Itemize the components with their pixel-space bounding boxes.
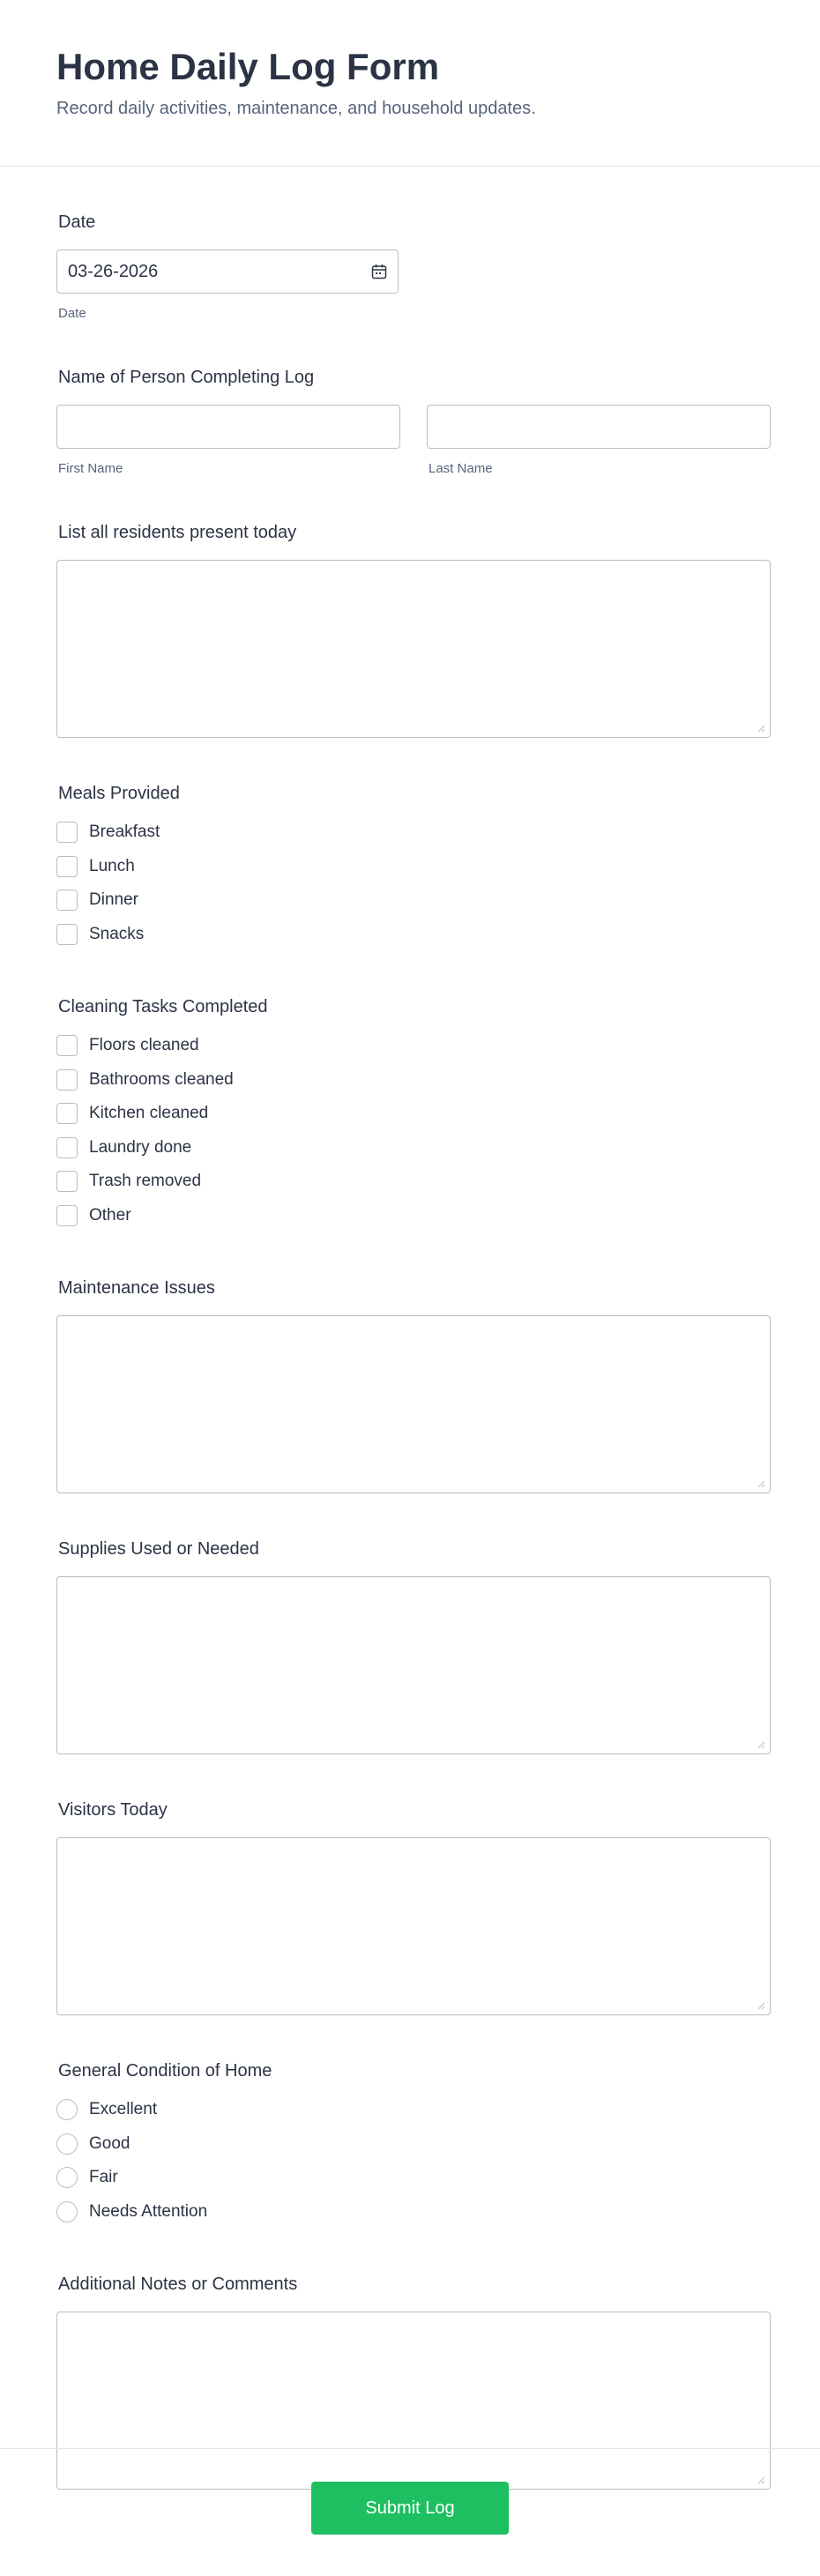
submit-button[interactable]: Submit Log <box>311 2482 509 2535</box>
condition-field <box>56 2059 771 2229</box>
residents-textarea-wrap <box>56 560 771 738</box>
visitors-textarea-wrap <box>56 1837 771 2015</box>
meals-options <box>56 815 771 951</box>
radio-button[interactable] <box>56 2133 78 2155</box>
checkbox[interactable] <box>56 1069 78 1091</box>
last-name-sublabel: Last Name <box>429 461 493 476</box>
date-value: 03-26-2026 <box>68 261 159 281</box>
resize-grip-icon[interactable] <box>757 1740 765 1749</box>
notes-label: Additional Notes or Comments <box>58 2274 298 2294</box>
condition-label: General Condition of Home <box>58 2061 272 2081</box>
checkbox[interactable] <box>56 1035 78 1056</box>
meals-label: Meals Provided <box>58 784 180 803</box>
visitors-label: Visitors Today <box>58 1800 168 1820</box>
resize-grip-icon[interactable] <box>757 724 765 733</box>
option-label: Floors cleaned <box>89 1036 199 1055</box>
visitors-textarea[interactable] <box>56 1837 771 2015</box>
form-body <box>0 211 820 2490</box>
condition-option-needs-attention[interactable] <box>56 2195 771 2230</box>
supplies-field <box>56 1537 771 1754</box>
page-title: Home Daily Log Form <box>56 46 440 87</box>
option-label: Snacks <box>89 924 145 943</box>
condition-option-fair[interactable] <box>56 2161 771 2195</box>
meal-option-lunch[interactable] <box>56 850 771 884</box>
last-name-input[interactable] <box>427 405 771 449</box>
date-input[interactable] <box>56 249 399 294</box>
condition-option-good[interactable] <box>56 2127 771 2162</box>
cleaning-option-floors[interactable] <box>56 1029 771 1063</box>
first-name-input[interactable] <box>56 405 400 449</box>
cleaning-option-kitchen[interactable] <box>56 1097 771 1131</box>
first-name-group <box>56 405 400 477</box>
option-label: Trash removed <box>89 1172 202 1191</box>
checkbox[interactable] <box>56 890 78 911</box>
page-subtitle: Record daily activities, maintenance, and household updates. <box>56 99 536 118</box>
supplies-textarea[interactable] <box>56 1576 771 1754</box>
option-label: Kitchen cleaned <box>89 1104 209 1123</box>
name-field <box>56 366 771 477</box>
date-sublabel: Date <box>58 306 86 321</box>
option-label: Excellent <box>89 2100 158 2119</box>
resize-grip-icon[interactable] <box>757 1479 765 1488</box>
name-label: Name of Person Completing Log <box>58 368 315 387</box>
cleaning-option-trash[interactable] <box>56 1165 771 1199</box>
radio-button[interactable] <box>56 2201 78 2222</box>
radio-button[interactable] <box>56 2167 78 2188</box>
calendar-icon[interactable] <box>371 264 387 279</box>
cleaning-option-laundry[interactable] <box>56 1131 771 1165</box>
checkbox[interactable] <box>56 1137 78 1158</box>
option-label: Laundry done <box>89 1137 192 1157</box>
date-field <box>56 211 771 322</box>
residents-label: List all residents present today <box>58 523 297 542</box>
first-name-sublabel: First Name <box>58 461 123 476</box>
residents-field <box>56 521 771 738</box>
maintenance-field <box>56 1277 771 1493</box>
option-label: Bathrooms cleaned <box>89 1069 234 1089</box>
cleaning-option-bathrooms[interactable] <box>56 1063 771 1098</box>
option-label: Dinner <box>89 890 138 910</box>
name-row <box>56 405 771 477</box>
visitors-field <box>56 1798 771 2015</box>
checkbox[interactable] <box>56 856 78 877</box>
condition-options <box>56 2093 771 2229</box>
option-label: Fair <box>89 2168 118 2187</box>
supplies-label: Supplies Used or Needed <box>58 1539 259 1559</box>
last-name-group <box>427 405 771 477</box>
radio-button[interactable] <box>56 2099 78 2120</box>
option-label: Lunch <box>89 856 135 875</box>
meals-field <box>56 782 771 951</box>
meal-option-dinner[interactable] <box>56 883 771 918</box>
checkbox[interactable] <box>56 924 78 945</box>
option-label: Other <box>89 1205 131 1225</box>
date-label: Date <box>58 212 96 232</box>
condition-option-excellent[interactable] <box>56 2093 771 2127</box>
meal-option-snacks[interactable] <box>56 918 771 952</box>
option-label: Needs Attention <box>89 2201 208 2221</box>
option-label: Breakfast <box>89 823 160 842</box>
form-header <box>0 0 820 167</box>
meal-option-breakfast[interactable] <box>56 815 771 850</box>
maintenance-label: Maintenance Issues <box>58 1278 215 1298</box>
cleaning-option-other[interactable] <box>56 1199 771 1233</box>
checkbox[interactable] <box>56 1205 78 1226</box>
checkbox[interactable] <box>56 822 78 843</box>
maintenance-textarea[interactable] <box>56 1315 771 1493</box>
maintenance-textarea-wrap <box>56 1315 771 1493</box>
form-footer <box>0 2448 820 2576</box>
cleaning-field <box>56 995 771 1232</box>
resize-grip-icon[interactable] <box>757 2001 765 2010</box>
checkbox[interactable] <box>56 1103 78 1124</box>
cleaning-label: Cleaning Tasks Completed <box>58 997 268 1016</box>
cleaning-options <box>56 1029 771 1232</box>
checkbox[interactable] <box>56 1171 78 1192</box>
option-label: Good <box>89 2133 130 2153</box>
residents-textarea[interactable] <box>56 560 771 738</box>
supplies-textarea-wrap <box>56 1576 771 1754</box>
